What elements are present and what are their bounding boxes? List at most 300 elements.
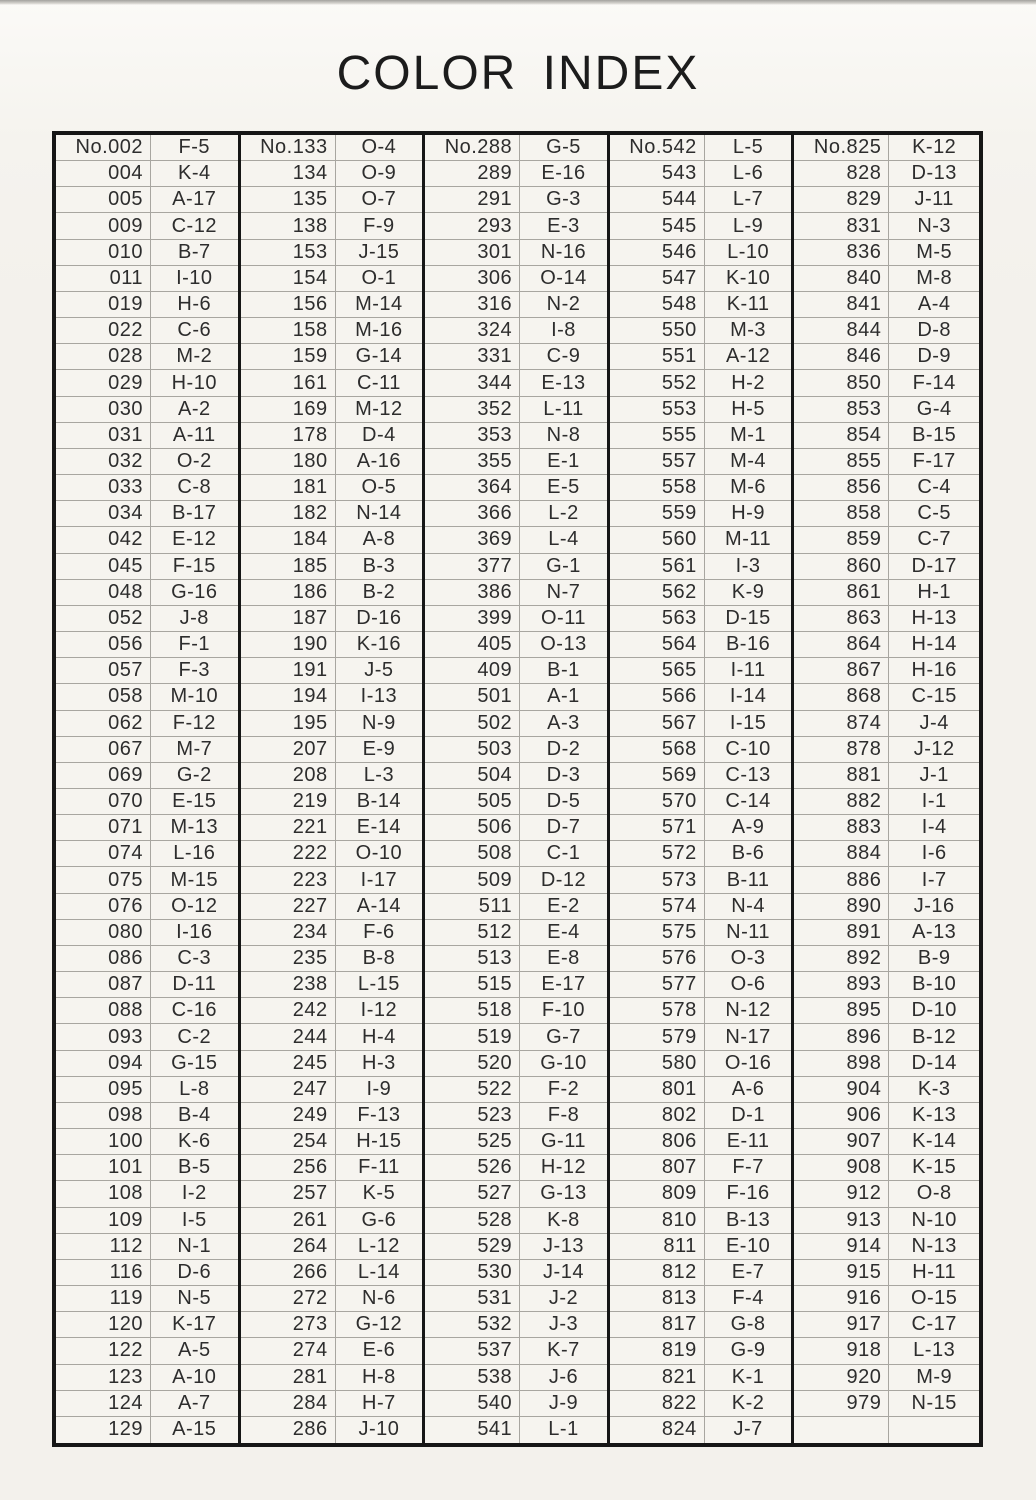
- grid-position-cell: M-6: [730, 476, 767, 499]
- table-row: [610, 841, 792, 867]
- table-row: [425, 1365, 607, 1391]
- grid-position-cell: G-11: [541, 1130, 586, 1153]
- table-row: [425, 789, 607, 815]
- table-row: [794, 737, 979, 763]
- grid-position-cell: M-9: [916, 1365, 953, 1388]
- color-number-cell: 811: [610, 1234, 705, 1259]
- color-number-cell: 129: [56, 1417, 151, 1443]
- grid-position-cell: G-6: [361, 1208, 397, 1231]
- color-number-cell: 264: [241, 1234, 336, 1259]
- table-row: [610, 240, 792, 266]
- table-row: [610, 1024, 792, 1050]
- grid-position-cell: L-8: [179, 1077, 210, 1100]
- grid-position-cell: I-4: [921, 816, 947, 839]
- table-row: [425, 841, 607, 867]
- table-row: [241, 867, 423, 893]
- color-number-cell: 227: [241, 894, 336, 919]
- color-number-cell: 293: [425, 213, 520, 238]
- table-row: [610, 1312, 792, 1338]
- table-row: [610, 1365, 792, 1391]
- table-row: [794, 684, 979, 710]
- table-row: [241, 763, 423, 789]
- table-row: [241, 1391, 423, 1417]
- color-number-cell: 545: [610, 213, 705, 238]
- grid-position-cell: D-5: [546, 790, 581, 813]
- table-row: [241, 1365, 423, 1391]
- grid-position-cell: O-12: [171, 894, 218, 917]
- grid-position-cell: K-14: [912, 1130, 957, 1153]
- color-number-cell: 289: [425, 161, 520, 186]
- color-number-cell: 070: [56, 789, 151, 814]
- grid-position-cell: E-4: [547, 920, 580, 943]
- grid-position-cell: F-8: [547, 1103, 580, 1126]
- grid-position-cell: N-17: [725, 1025, 771, 1048]
- grid-position-cell: J-6: [548, 1365, 579, 1388]
- grid-position-cell: B-5: [177, 1156, 211, 1179]
- color-number-cell: 344: [425, 370, 520, 395]
- table-row: [241, 789, 423, 815]
- grid-position-cell: N-5: [177, 1287, 212, 1310]
- table-row: [794, 946, 979, 972]
- grid-position-cell: J-7: [733, 1418, 763, 1441]
- grid-position-cell: F-10: [541, 999, 586, 1022]
- grid-position-cell: D-4: [362, 423, 396, 446]
- color-number-cell: 859: [794, 527, 889, 552]
- table-row: [56, 161, 238, 187]
- table-row: [241, 292, 423, 318]
- color-number-cell: 184: [241, 527, 336, 552]
- color-number-cell: 109: [56, 1208, 151, 1233]
- grid-position-cell: I-3: [735, 554, 761, 577]
- table-row: [241, 1103, 423, 1129]
- table-row: [241, 240, 423, 266]
- color-number-cell: 154: [241, 266, 336, 291]
- table-row: [425, 1181, 607, 1207]
- color-number-cell: 577: [610, 972, 705, 997]
- grid-position-cell: K-1: [731, 1365, 765, 1388]
- table-row: [610, 867, 792, 893]
- color-number-cell: 561: [610, 554, 705, 579]
- grid-position-cell: [889, 1417, 979, 1443]
- color-number-cell: 878: [794, 737, 889, 762]
- color-number-cell: 022: [56, 318, 151, 343]
- color-number-cell: 566: [610, 684, 705, 709]
- color-number-cell: 074: [56, 841, 151, 866]
- grid-position-cell: N-7: [546, 580, 581, 603]
- grid-position-cell: K-4: [177, 162, 211, 185]
- table-row: [610, 475, 792, 501]
- color-number-cell: 033: [56, 475, 151, 500]
- grid-position-cell: G-2: [176, 763, 212, 786]
- table-row: [56, 527, 238, 553]
- grid-position-cell: G-13: [540, 1182, 587, 1205]
- color-number-cell: 550: [610, 318, 705, 343]
- color-number-cell: 571: [610, 815, 705, 840]
- table-row: [610, 318, 792, 344]
- table-row: [425, 475, 607, 501]
- table-row: [56, 1260, 238, 1286]
- grid-position-cell: A-11: [172, 423, 216, 446]
- table-row: [56, 501, 238, 527]
- grid-position-cell: B-11: [726, 868, 770, 891]
- color-number-cell: 553: [610, 397, 705, 422]
- table-row: [425, 1077, 607, 1103]
- grid-position-cell: C-6: [177, 319, 212, 342]
- color-number-cell: 093: [56, 1024, 151, 1049]
- color-number-cell: 116: [56, 1260, 151, 1285]
- table-row: [56, 213, 238, 239]
- table-row: [794, 998, 979, 1024]
- color-number-cell: 324: [425, 318, 520, 343]
- color-number-cell: 019: [56, 292, 151, 317]
- color-number-cell: 353: [425, 423, 520, 448]
- grid-position-cell: N-13: [911, 1234, 957, 1257]
- grid-position-cell: J-14: [543, 1260, 584, 1283]
- color-number-cell: 543: [610, 161, 705, 186]
- table-row: [794, 1103, 979, 1129]
- grid-position-cell: J-4: [919, 711, 949, 734]
- table-row: [241, 423, 423, 449]
- grid-position-cell: H-11: [912, 1260, 957, 1283]
- color-number-cell: 564: [610, 632, 705, 657]
- grid-position-cell: D-13: [911, 162, 957, 185]
- table-row: [425, 920, 607, 946]
- grid-position-cell: L-3: [363, 763, 395, 786]
- color-number-cell: 519: [425, 1024, 520, 1049]
- grid-position-cell: E-7: [731, 1260, 765, 1283]
- grid-position-cell: I-9: [366, 1077, 392, 1100]
- table-row: [794, 1077, 979, 1103]
- color-number-cell: 844: [794, 318, 889, 343]
- color-number-cell: 108: [56, 1181, 151, 1206]
- table-row: [56, 580, 238, 606]
- color-number-cell: 506: [425, 815, 520, 840]
- grid-position-cell: M-11: [725, 528, 772, 551]
- color-number-cell: 075: [56, 867, 151, 892]
- grid-position-cell: E-8: [547, 947, 580, 970]
- color-number-cell: 558: [610, 475, 705, 500]
- grid-position-cell: C-7: [917, 528, 952, 551]
- grid-position-cell: I-12: [360, 999, 398, 1022]
- table-row: [610, 370, 792, 396]
- table-row: [56, 292, 238, 318]
- color-number-cell: 030: [56, 397, 151, 422]
- color-number-cell: 056: [56, 632, 151, 657]
- table-row: [56, 135, 238, 161]
- grid-position-cell: H-9: [731, 502, 765, 525]
- table-row: [425, 763, 607, 789]
- table-row: [794, 161, 979, 187]
- color-number-cell: 853: [794, 397, 889, 422]
- color-number-cell: 503: [425, 737, 520, 762]
- table-row: [794, 266, 979, 292]
- grid-position-cell: B-13: [725, 1208, 771, 1231]
- table-row: [56, 1181, 238, 1207]
- color-number-cell: 031: [56, 423, 151, 448]
- grid-position-cell: N-3: [917, 214, 952, 237]
- table-row: [241, 711, 423, 737]
- table-row: [794, 1391, 979, 1417]
- color-number-cell: 180: [241, 449, 336, 474]
- table-row: [56, 554, 238, 580]
- grid-position-cell: A-16: [356, 449, 402, 472]
- grid-position-cell: G-7: [546, 1025, 581, 1048]
- grid-position-cell: A-15: [172, 1418, 217, 1441]
- color-number-cell: 874: [794, 711, 889, 736]
- grid-position-cell: N-9: [362, 711, 396, 734]
- table-row: [241, 1338, 423, 1364]
- table-row: [241, 815, 423, 841]
- color-number-cell: 573: [610, 867, 705, 892]
- grid-position-cell: B-2: [362, 580, 396, 603]
- grid-position-cell: F-14: [912, 371, 956, 394]
- color-number-cell: 527: [425, 1181, 520, 1206]
- grid-position-cell: M-1: [730, 423, 767, 446]
- table-row: [794, 894, 979, 920]
- color-number-cell: 405: [425, 632, 520, 657]
- color-index-table: [52, 131, 983, 1447]
- grid-position-cell: B-16: [725, 633, 771, 656]
- color-number-cell: 272: [241, 1286, 336, 1311]
- table-row: [794, 1338, 979, 1364]
- table-row: [610, 946, 792, 972]
- color-number-cell: 882: [794, 789, 889, 814]
- color-number-cell: 352: [425, 397, 520, 422]
- color-number-cell: 840: [794, 266, 889, 291]
- table-row: [241, 1286, 423, 1312]
- grid-position-cell: H-8: [362, 1365, 396, 1388]
- table-row: [241, 370, 423, 396]
- table-row: [56, 1391, 238, 1417]
- table-row: [794, 815, 979, 841]
- table-row: [241, 187, 423, 213]
- table-row: [794, 1051, 979, 1077]
- color-number-cell: 364: [425, 475, 520, 500]
- color-number-cell: 907: [794, 1129, 889, 1154]
- table-row: [610, 606, 792, 632]
- table-row: [610, 423, 792, 449]
- color-number-cell: 557: [610, 449, 705, 474]
- table-row: [610, 815, 792, 841]
- table-row: [610, 527, 792, 553]
- color-number-cell: 562: [610, 580, 705, 605]
- table-row: [241, 449, 423, 475]
- grid-position-cell: A-10: [172, 1365, 217, 1388]
- color-number-cell: 156: [241, 292, 336, 317]
- grid-position-cell: J-15: [358, 240, 400, 263]
- table-row: [610, 789, 792, 815]
- table-row: [425, 449, 607, 475]
- color-number-cell: 112: [56, 1234, 151, 1259]
- table-row: [425, 1155, 607, 1181]
- color-number-cell: 526: [425, 1155, 520, 1180]
- grid-position-cell: J-11: [914, 188, 954, 211]
- color-number-cell: 366: [425, 501, 520, 526]
- grid-position-cell: I-17: [360, 868, 398, 891]
- color-number-cell: 904: [794, 1077, 889, 1102]
- grid-position-cell: K-10: [725, 266, 771, 289]
- table-row: [425, 213, 607, 239]
- color-number-cell: 138: [241, 213, 336, 238]
- grid-position-cell: M-5: [916, 240, 953, 263]
- color-number-cell: 086: [56, 946, 151, 971]
- table-row: [425, 527, 607, 553]
- color-number-cell: 824: [610, 1417, 705, 1443]
- color-number-cell: 529: [425, 1234, 520, 1259]
- grid-position-cell: G-15: [171, 1051, 218, 1074]
- color-number-cell: 010: [56, 240, 151, 265]
- table-row: [241, 1234, 423, 1260]
- table-row: [425, 135, 607, 161]
- grid-position-cell: J-5: [364, 659, 394, 682]
- grid-position-cell: K-2: [731, 1391, 765, 1414]
- color-number-cell: 399: [425, 606, 520, 631]
- table-row: [610, 292, 792, 318]
- color-number-cell: 547: [610, 266, 705, 291]
- color-number-cell: 863: [794, 606, 889, 631]
- grid-position-cell: L-1: [548, 1418, 579, 1441]
- table-row: [425, 1103, 607, 1129]
- color-number-cell: 181: [241, 475, 336, 500]
- table-row: [425, 501, 607, 527]
- grid-position-cell: O-14: [540, 266, 587, 289]
- color-number-cell: 568: [610, 737, 705, 762]
- table-row: [56, 946, 238, 972]
- grid-position-cell: I-5: [181, 1208, 207, 1231]
- grid-position-cell: D-12: [540, 868, 587, 891]
- grid-position-cell: C-2: [177, 1025, 212, 1048]
- grid-position-cell: J-1: [919, 763, 949, 786]
- table-row: [610, 920, 792, 946]
- table-row: [794, 580, 979, 606]
- table-row: [425, 606, 607, 632]
- color-number-cell: 505: [425, 789, 520, 814]
- color-number-cell: 191: [241, 658, 336, 683]
- table-row: [794, 135, 979, 161]
- table-row: [56, 815, 238, 841]
- table-row: [610, 894, 792, 920]
- color-number-cell: 801: [610, 1077, 705, 1102]
- color-number-cell: 261: [241, 1208, 336, 1233]
- table-row: [794, 972, 979, 998]
- grid-position-cell: H-1: [917, 580, 952, 603]
- color-number-cell: 234: [241, 920, 336, 945]
- color-number-cell: 809: [610, 1181, 705, 1206]
- grid-position-cell: C-14: [725, 790, 771, 813]
- table-row: [425, 370, 607, 396]
- table-row: [241, 998, 423, 1024]
- table-row: [56, 789, 238, 815]
- color-number-cell: 893: [794, 972, 889, 997]
- color-number-cell: 914: [794, 1234, 889, 1259]
- table-row: [425, 1286, 607, 1312]
- table-row: [56, 1103, 238, 1129]
- grid-position-cell: D-8: [917, 319, 952, 342]
- grid-position-cell: N-15: [911, 1391, 957, 1414]
- color-number-cell: 169: [241, 397, 336, 422]
- color-number-cell: 560: [610, 527, 705, 552]
- grid-position-cell: C-3: [177, 947, 212, 970]
- color-number-cell: 551: [610, 344, 705, 369]
- table-row: [241, 135, 423, 161]
- grid-position-cell: H-7: [362, 1391, 396, 1414]
- color-number-cell: 522: [425, 1077, 520, 1102]
- table-row: [425, 1417, 607, 1443]
- table-row: [610, 397, 792, 423]
- table-row: [241, 1312, 423, 1338]
- color-number-cell: 538: [425, 1365, 520, 1390]
- color-number-cell: 855: [794, 449, 889, 474]
- grid-position-cell: H-2: [731, 371, 765, 394]
- table-row: [56, 658, 238, 684]
- table-row: [610, 580, 792, 606]
- table-row: [56, 684, 238, 710]
- table-row: [241, 1260, 423, 1286]
- grid-position-cell: F-3: [178, 659, 211, 682]
- color-number-cell: 520: [425, 1051, 520, 1076]
- table-row: [241, 946, 423, 972]
- color-number-cell: 011: [56, 266, 151, 291]
- grid-position-cell: K-17: [172, 1313, 217, 1336]
- color-number-cell: 134: [241, 161, 336, 186]
- grid-position-cell: J-13: [543, 1234, 584, 1257]
- table-row: [425, 632, 607, 658]
- grid-position-cell: F-12: [172, 711, 216, 734]
- table-row: [794, 1260, 979, 1286]
- table-row: [610, 161, 792, 187]
- color-number-cell: 807: [610, 1155, 705, 1180]
- color-number-cell: 004: [56, 161, 151, 186]
- grid-position-cell: G-12: [355, 1313, 403, 1336]
- grid-position-cell: D-6: [177, 1260, 212, 1283]
- color-number-cell: 057: [56, 658, 151, 683]
- table-row: [794, 1155, 979, 1181]
- grid-position-cell: H-12: [540, 1156, 587, 1179]
- grid-position-cell: L-9: [732, 214, 764, 237]
- color-number-cell: 918: [794, 1338, 889, 1363]
- table-row: [610, 449, 792, 475]
- table-row: [794, 1129, 979, 1155]
- grid-position-cell: G-14: [355, 345, 403, 368]
- grid-position-cell: A-14: [356, 894, 402, 917]
- color-number-cell: 512: [425, 920, 520, 945]
- color-number-cell: 301: [425, 240, 520, 265]
- table-row: [794, 606, 979, 632]
- grid-position-cell: G-10: [540, 1051, 587, 1074]
- table-row: [241, 213, 423, 239]
- table-row: [241, 554, 423, 580]
- color-number-cell: 120: [56, 1312, 151, 1337]
- table-row: [56, 1338, 238, 1364]
- color-number-cell: 916: [794, 1286, 889, 1311]
- color-number-cell: 576: [610, 946, 705, 971]
- table-row: [56, 763, 238, 789]
- table-row: [241, 344, 423, 370]
- color-number-cell: 513: [425, 946, 520, 971]
- table-row: [425, 684, 607, 710]
- grid-position-cell: F-7: [732, 1156, 764, 1179]
- color-number-cell: 235: [241, 946, 336, 971]
- table-row: [56, 397, 238, 423]
- color-number-cell: 501: [425, 684, 520, 709]
- table-row: [241, 606, 423, 632]
- table-row: [241, 684, 423, 710]
- grid-position-cell: I-15: [729, 711, 767, 734]
- color-number-cell: 153: [241, 240, 336, 265]
- grid-position-cell: O-5: [361, 476, 397, 499]
- grid-position-cell: K-8: [547, 1208, 580, 1231]
- color-number-cell: 185: [241, 554, 336, 579]
